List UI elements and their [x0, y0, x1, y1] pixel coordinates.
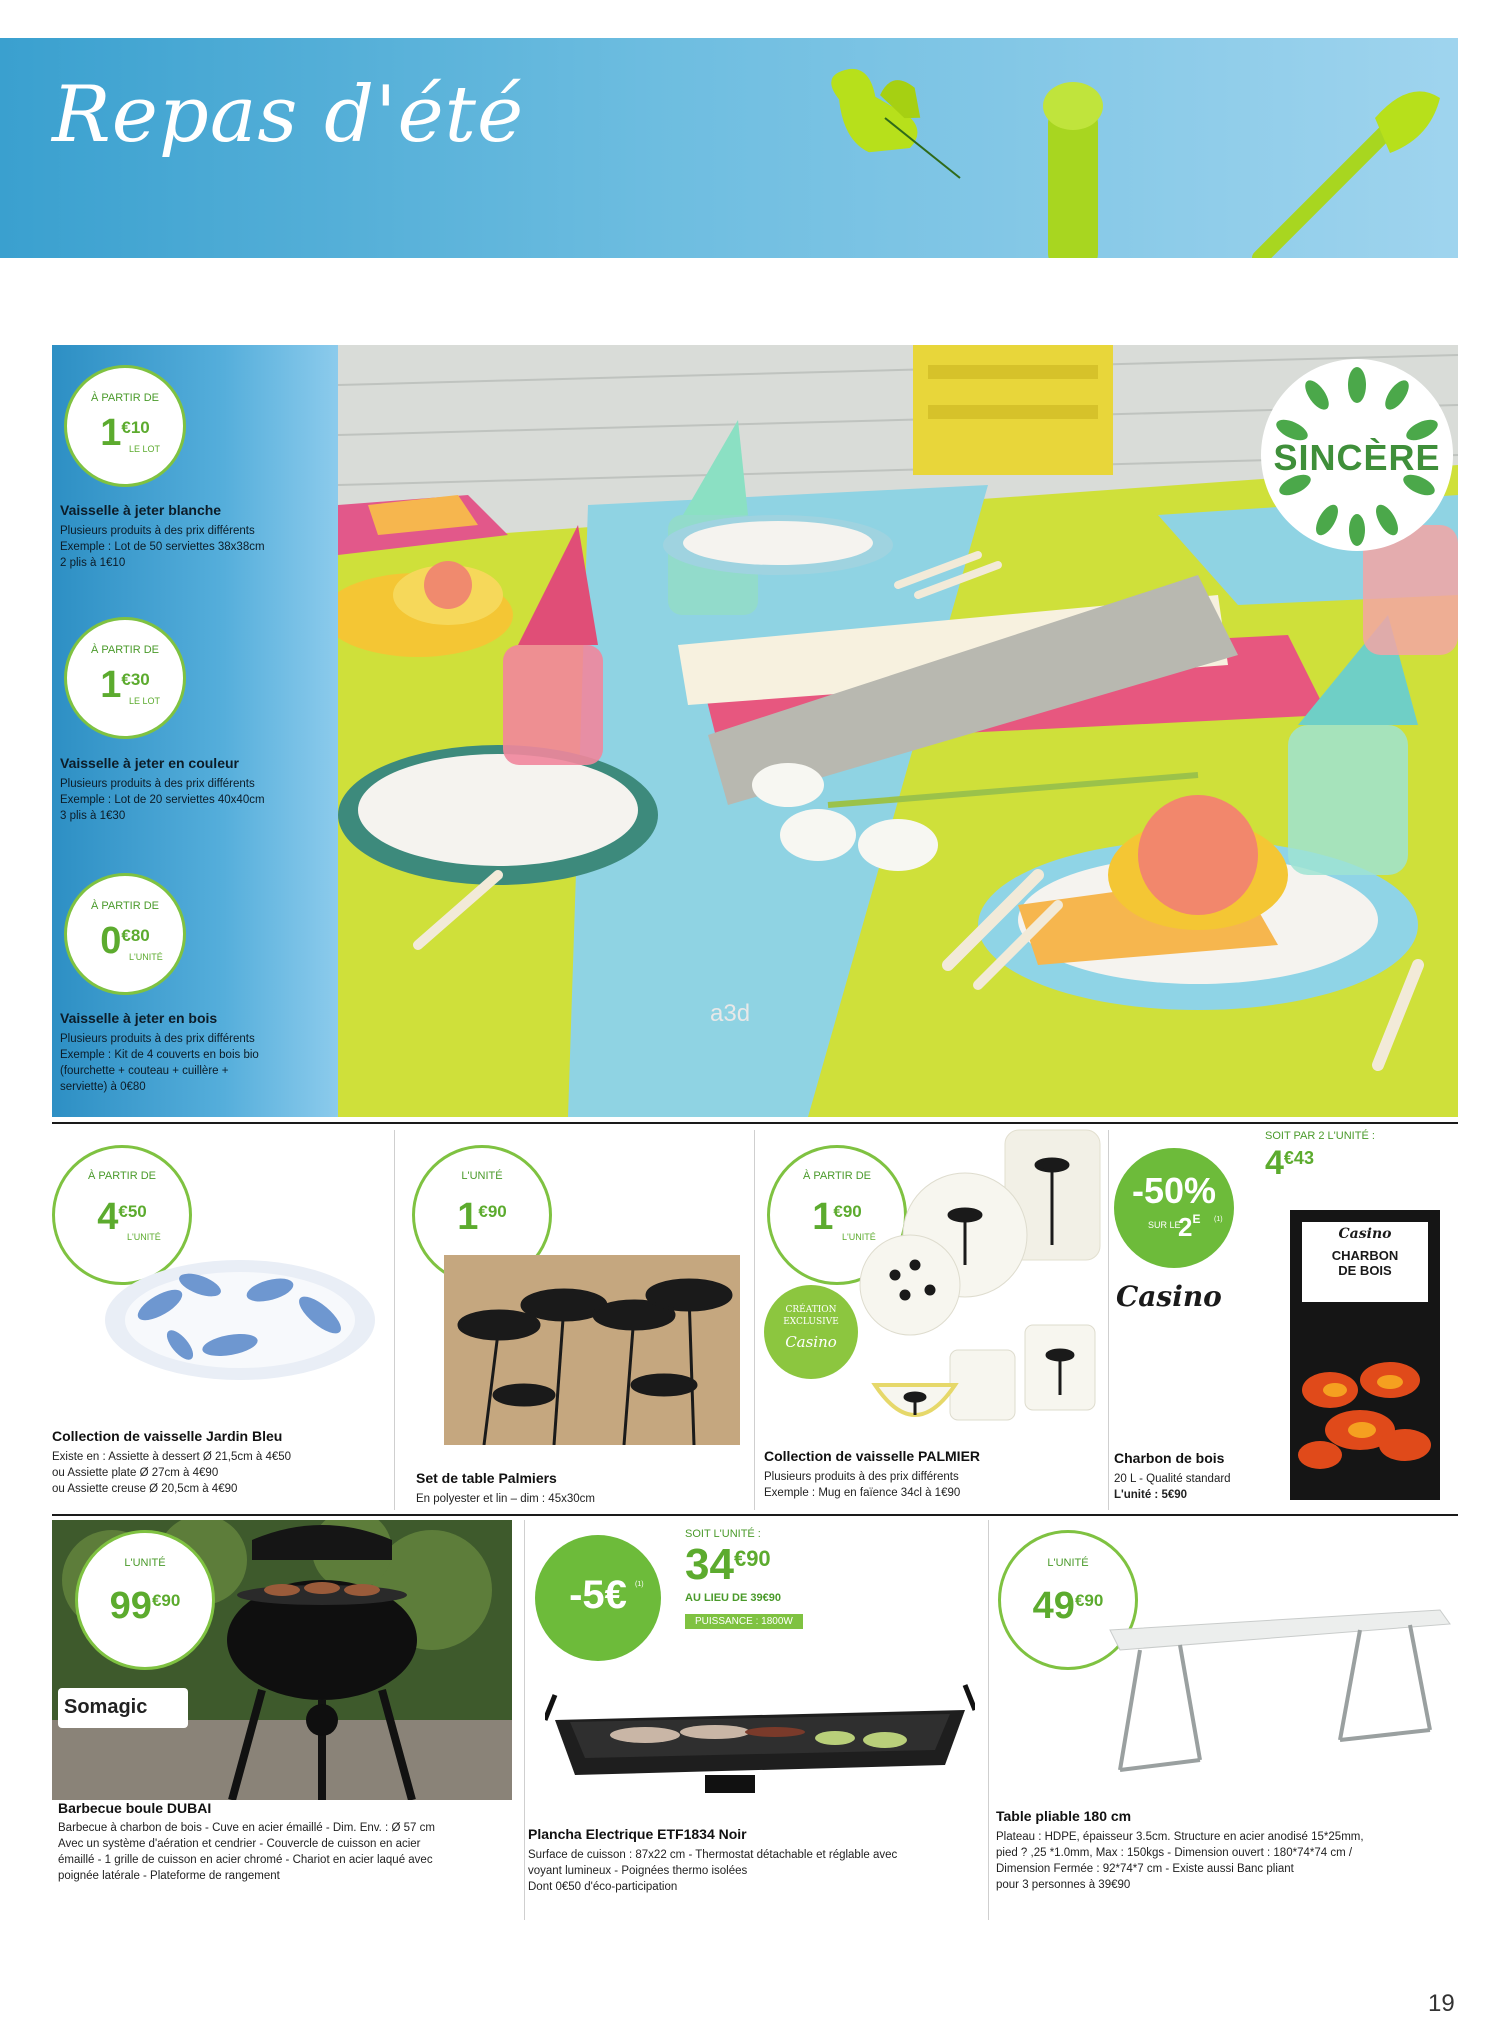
price-label: À PARTIR DE [802, 1170, 872, 1182]
price-badge [64, 617, 186, 739]
price-unit: LE LOT [129, 444, 161, 454]
product-title: Vaisselle à jeter en bois [60, 1010, 218, 1026]
price-label: À PARTIR DE [90, 392, 160, 404]
somagic-logo: Somagic [58, 1688, 188, 1728]
product-desc: Plateau : HDPE, épaisseur 3.5cm. Structure en acier anodisé 15*25mm, pied ? ,25 *1.0mm, Max : 150kgs - Dimension ouvert : 180*74*74 cm / Dimension Fermée : 92*74*7 cm - Existe aussi Banc pliant pour 3 personnes à 39€90 [996, 1831, 1364, 1891]
instead-of-price: AU LIEU DE 39€90 [685, 1592, 781, 1604]
exclusive-creation-badge: CRÉATION EXCLUSIVE Casino [764, 1285, 858, 1379]
price-label: L'UNITÉ [461, 1170, 503, 1182]
page-number: 19 [1428, 1990, 1455, 2017]
sincere-logo-text: SINCÈRE [1273, 437, 1441, 478]
product-desc: Plusieurs produits à des prix différents Exemple : Kit de 4 couverts en bois bio (fourchette + couteau + cuillère + serviette) à 0€80 [60, 1033, 259, 1093]
divider [754, 1130, 755, 1510]
product-title: Plancha Electrique ETF1834 Noir [528, 1826, 747, 1842]
price-value: 1€90 [457, 1196, 507, 1238]
price-value: 1€90 [812, 1196, 862, 1238]
blue-plate-illustration [100, 1245, 390, 1395]
divider [1108, 1130, 1109, 1510]
product-title: Collection de vaisselle PALMIER [764, 1448, 981, 1464]
price-label: L'UNITÉ [124, 1557, 166, 1569]
bag-text: DE BOIS [1338, 1263, 1392, 1278]
folding-table-illustration [1100, 1590, 1452, 1780]
sincere-logo [1257, 355, 1457, 555]
per-unit-price: 34€90 [685, 1540, 771, 1589]
product-desc: Surface de cuisson : 87x22 cm - Thermostat détachable et réglable avec voyant lumineux - Poignées thermo isolées Dont 0€50 d'éco-participation [528, 1849, 898, 1893]
product-title: Set de table Palmiers [416, 1470, 557, 1486]
price-value: 4€50 [97, 1196, 147, 1238]
product-desc: En polyester et lin – dim : 45x30cm [416, 1493, 595, 1505]
price-label: L'UNITÉ [1047, 1557, 1089, 1569]
price-label: À PARTIR DE [87, 1170, 157, 1182]
discount-badge: -5€ (1) [535, 1535, 661, 1661]
price-value: 49€90 [1032, 1585, 1104, 1627]
product-desc: Plusieurs produits à des prix différents Exemple : Lot de 20 serviettes 40x40cm 3 plis à 1€30 [60, 778, 265, 822]
price-unit: L'UNITÉ [129, 952, 163, 962]
divider [52, 1122, 1458, 1124]
product-title: Barbecue boule DUBAI [58, 1800, 212, 1816]
product-title: Table pliable 180 cm [996, 1808, 1132, 1824]
price-value: 1€10 [100, 412, 150, 454]
product-title: Collection de vaisselle Jardin Bleu [52, 1428, 283, 1444]
per-unit-price: 4€43 [1265, 1144, 1314, 1182]
divider [394, 1130, 395, 1510]
charcoal-bag [1290, 1210, 1440, 1500]
product-title: Vaisselle à jeter en couleur [60, 755, 239, 771]
bag-brand: Casino [1338, 1226, 1392, 1242]
price-value: 99€90 [109, 1585, 181, 1627]
page-title: Repas d'été [52, 70, 525, 160]
divider [524, 1520, 525, 1920]
left-price-column [52, 345, 338, 1117]
divider [988, 1520, 989, 1920]
discount-badge: -50% SUR LE $2^E$ (1) [1114, 1148, 1234, 1268]
price-badge [64, 365, 186, 487]
price-unit: LE LOT [129, 696, 161, 706]
price-badge [64, 873, 186, 995]
product-desc: Barbecue à charbon de bois - Cuve en acier émaillé - Dim. Env. : Ø 57 cm Avec un système d'aération et cendrier - Couvercle de cuisson en acier émaillé - 1 grille de cuisson en acier chromé - Chariot en acier laqué avec poignée latérale - Plateforme de rangement [58, 1822, 435, 1882]
product-desc: Plusieurs produits à des prix différents Exemple : Mug en faïence 34cl à 1€90 [764, 1471, 961, 1499]
product-desc: Plusieurs produits à des prix différents Exemple : Lot de 50 serviettes 38x38cm 2 plis à 1€10 [60, 525, 265, 569]
plancha-illustration [545, 1680, 975, 1810]
watermark: a3d [710, 1000, 751, 1027]
price-badge [75, 1530, 215, 1670]
power-tag: PUISSANCE : 1800W [685, 1614, 803, 1629]
palm-dishes-illustration [855, 1125, 1105, 1435]
divider [52, 1514, 1458, 1516]
price-label: À PARTIR DE [90, 900, 160, 912]
price-value: 1€30 [100, 664, 150, 706]
bag-text: CHARBON [1331, 1248, 1399, 1263]
per-unit-label: SOIT L'UNITÉ : [685, 1528, 761, 1540]
price-unit: L'UNITÉ [127, 1232, 161, 1242]
product-title: Vaisselle à jeter blanche [60, 502, 222, 518]
palm-placemat-illustration [444, 1255, 740, 1445]
casino-logo: Casino [1116, 1280, 1222, 1313]
price-value: 0€80 [100, 920, 150, 962]
kitchen-utensils-illustration [790, 58, 1450, 258]
product-title: Charbon de bois [1114, 1450, 1225, 1466]
price-label: À PARTIR DE [90, 644, 160, 656]
price-unit: L'UNITÉ [842, 1232, 876, 1242]
per-unit-label: SOIT PAR 2 L'UNITÉ : [1265, 1130, 1375, 1142]
product-desc: 20 L - Qualité standard L'unité : 5€90 [1114, 1473, 1231, 1501]
product-desc: Existe en : Assiette à dessert Ø 21,5cm à 4€50 ou Assiette plate Ø 27cm à 4€90 ou Assiette creuse Ø 20,5cm à 4€90 [52, 1451, 292, 1495]
